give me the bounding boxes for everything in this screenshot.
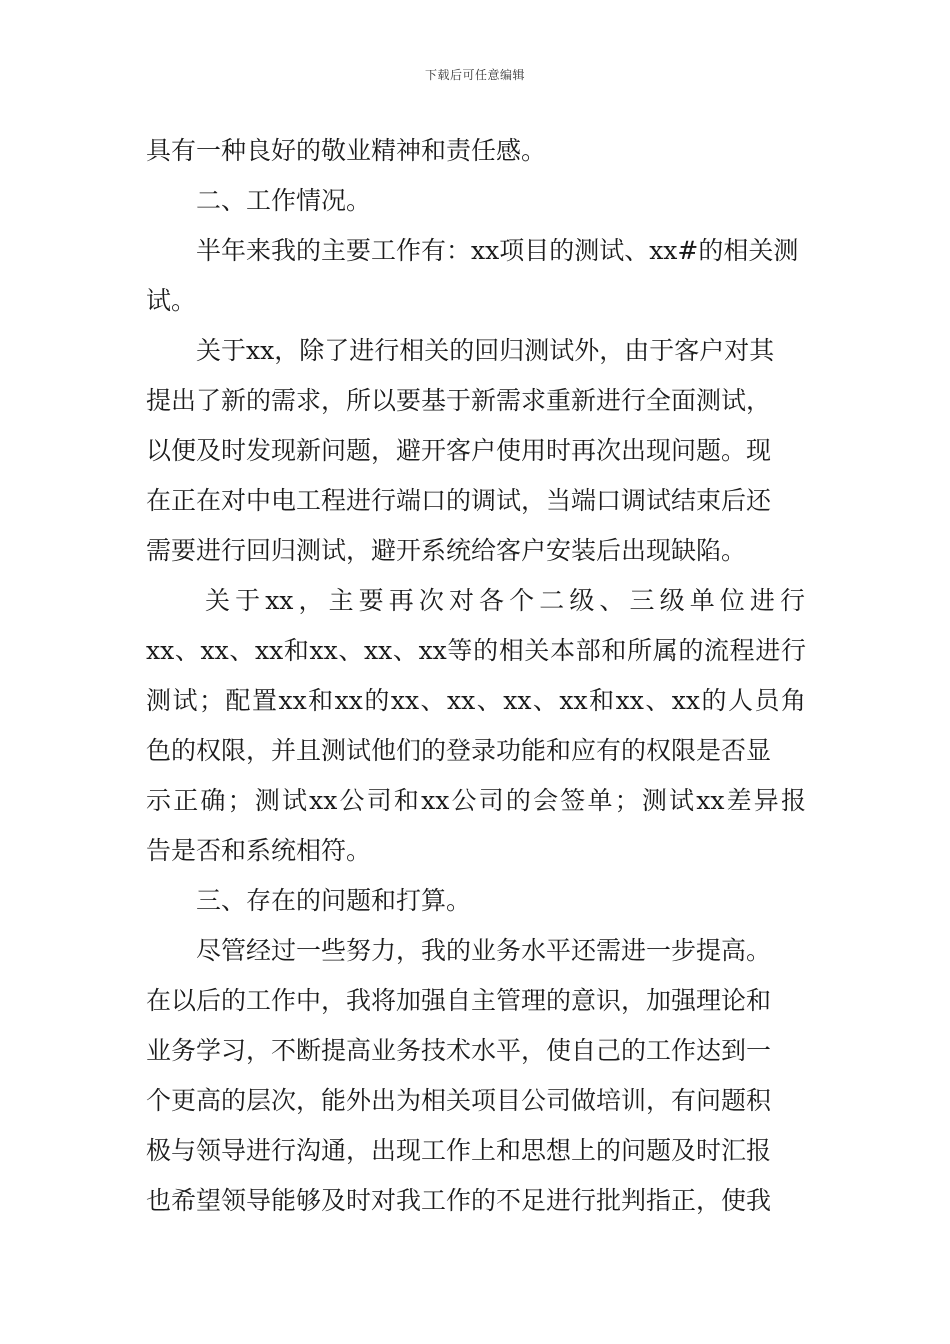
text-line: 关于xx，除了进行相关的回归测试外，由于客户对其 [196, 336, 775, 365]
section-heading: 二、工作情况。 [196, 186, 372, 215]
section-heading: 三、存在的问题和打算。 [196, 886, 472, 915]
text-line: 具有一种良好的敬业精神和责任感。 [146, 136, 547, 165]
text-line: 业务学习，不断提高业务技术水平，使自己的工作达到一 [146, 1036, 772, 1065]
text-line: 提出了新的需求，所以要基于新需求重新进行全面测试， [146, 386, 772, 415]
text-line: 示正确；测试xx公司和xx公司的会签单；测试xx差异报 [146, 786, 806, 815]
text-line: 极与领导进行沟通，出现工作上和思想上的问题及时汇报 [146, 1136, 772, 1165]
text-line: 个更高的层次，能外出为相关项目公司做培训，有问题积 [146, 1086, 772, 1115]
text-line: 试。 [146, 286, 197, 315]
text-line: 以便及时发现新问题，避开客户使用时再次出现问题。现 [146, 436, 772, 465]
page-header: 下载后可任意编辑 [424, 68, 525, 82]
text-line: 关于xx，主要再次对各个二级、三级单位进行 [205, 586, 805, 615]
text-line: 测试；配置xx和xx的xx、xx、xx、xx和xx、xx的人员角 [146, 686, 806, 715]
text-line: 色的权限，并且测试他们的登录功能和应有的权限是否显 [146, 736, 772, 765]
text-line: xx、xx、xx和xx、xx、xx等的相关本部和所属的流程进行 [146, 636, 806, 665]
text-line: 半年来我的主要工作有：xx项目的测试、xx#的相关测 [196, 236, 799, 265]
text-line: 尽管经过一些努力，我的业务水平还需进一步提高。 [196, 936, 772, 965]
text-line: 告是否和系统相符。 [146, 836, 372, 865]
text-line: 在正在对中电工程进行端口的调试，当端口调试结束后还 [146, 486, 772, 515]
text-line: 需要进行回归测试，避开系统给客户安装后出现缺陷。 [146, 536, 747, 565]
text-line: 在以后的工作中，我将加强自主管理的意识，加强理论和 [146, 986, 772, 1015]
text-line: 也希望领导能够及时对我工作的不足进行批判指正，使我 [146, 1186, 772, 1215]
